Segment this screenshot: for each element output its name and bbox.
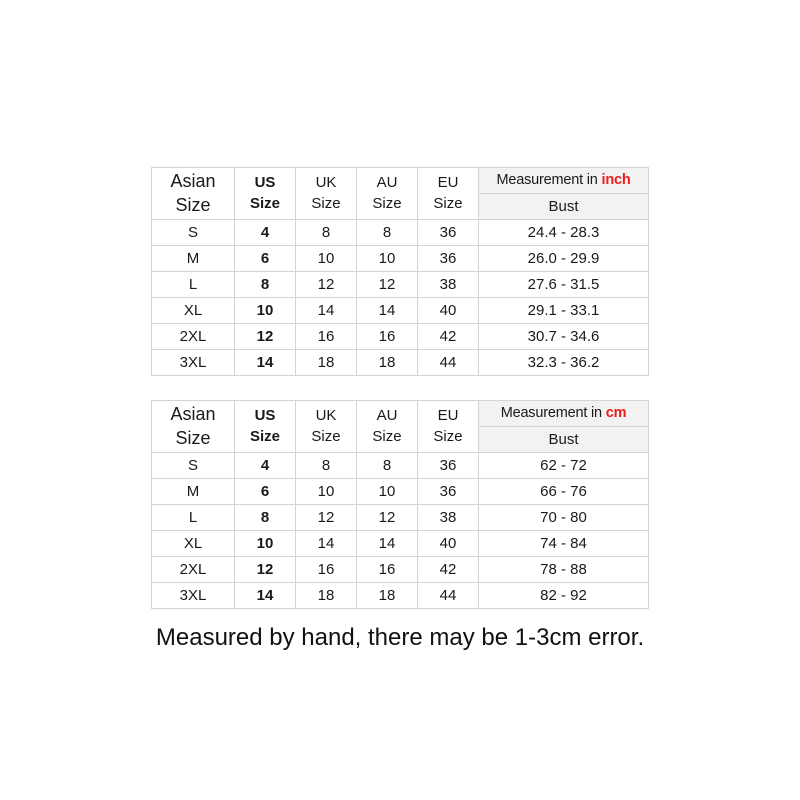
eu-size-cell: 38 xyxy=(418,505,479,531)
table-row xyxy=(152,246,649,272)
uk-size-cell: 14 xyxy=(296,298,357,324)
au-size-cell: 16 xyxy=(357,324,418,350)
au-size-cell: 12 xyxy=(357,272,418,298)
asian-size-cell: 3XL xyxy=(152,583,235,609)
uk-size-cell: 12 xyxy=(296,272,357,298)
bust-cell: 27.6 - 31.5 xyxy=(479,272,649,298)
us-size-cell: 14 xyxy=(235,350,296,376)
eu-size-cell: 40 xyxy=(418,531,479,557)
eu-size-cell: 36 xyxy=(418,220,479,246)
table-row xyxy=(152,324,649,350)
au-size-header: AU Size xyxy=(357,168,418,220)
bust-cell: 70 - 80 xyxy=(479,505,649,531)
table-row xyxy=(152,479,649,505)
uk-size-cell: 18 xyxy=(296,350,357,376)
eu-size-cell: 36 xyxy=(418,246,479,272)
size-chart-inch-table xyxy=(151,167,649,376)
us-size-cell: 12 xyxy=(235,324,296,350)
eu-size-cell: 36 xyxy=(418,479,479,505)
bust-header: Bust xyxy=(479,194,649,220)
au-size-cell: 18 xyxy=(357,583,418,609)
eu-size-cell: 44 xyxy=(418,583,479,609)
bust-cell: 66 - 76 xyxy=(479,479,649,505)
au-size-cell: 16 xyxy=(357,557,418,583)
uk-size-cell: 16 xyxy=(296,324,357,350)
asian-size-cell: L xyxy=(152,272,235,298)
table-row xyxy=(152,220,649,246)
bust-cell: 62 - 72 xyxy=(479,453,649,479)
table-row xyxy=(152,583,649,609)
table-row xyxy=(152,453,649,479)
us-size-cell: 14 xyxy=(235,583,296,609)
au-size-cell: 14 xyxy=(357,298,418,324)
asian-size-cell: L xyxy=(152,505,235,531)
us-size-cell: 12 xyxy=(235,557,296,583)
unit-label: cm xyxy=(605,405,627,422)
uk-size-cell: 10 xyxy=(296,479,357,505)
us-size-cell: 4 xyxy=(235,220,296,246)
eu-size-header: EU Size xyxy=(418,168,479,220)
eu-size-cell: 36 xyxy=(418,453,479,479)
bust-cell: 78 - 88 xyxy=(479,557,649,583)
us-size-header: US Size xyxy=(235,401,296,453)
au-size-cell: 12 xyxy=(357,505,418,531)
asian-size-header: Asian Size xyxy=(152,401,235,453)
bust-header: Bust xyxy=(479,427,649,453)
uk-size-header: UK Size xyxy=(296,168,357,220)
measurement-disclaimer: Measured by hand, there may be 1-3cm error. xyxy=(155,624,645,651)
eu-size-cell: 38 xyxy=(418,272,479,298)
asian-size-header: Asian Size xyxy=(152,168,235,220)
us-size-cell: 6 xyxy=(235,246,296,272)
table-row xyxy=(152,272,649,298)
uk-size-cell: 14 xyxy=(296,531,357,557)
uk-size-cell: 12 xyxy=(296,505,357,531)
table-row xyxy=(152,505,649,531)
uk-size-cell: 8 xyxy=(296,453,357,479)
uk-size-header: UK Size xyxy=(296,401,357,453)
table-row xyxy=(152,298,649,324)
unit-label: inch xyxy=(601,172,631,189)
eu-size-header: EU Size xyxy=(418,401,479,453)
asian-size-cell: M xyxy=(152,479,235,505)
uk-size-cell: 10 xyxy=(296,246,357,272)
eu-size-cell: 42 xyxy=(418,557,479,583)
size-chart-cm-table xyxy=(151,400,649,609)
asian-size-cell: 3XL xyxy=(152,350,235,376)
asian-size-cell: S xyxy=(152,220,235,246)
asian-size-cell: 2XL xyxy=(152,324,235,350)
us-size-cell: 8 xyxy=(235,505,296,531)
bust-cell: 26.0 - 29.9 xyxy=(479,246,649,272)
eu-size-cell: 44 xyxy=(418,350,479,376)
us-size-cell: 8 xyxy=(235,272,296,298)
bust-cell: 30.7 - 34.6 xyxy=(479,324,649,350)
asian-size-cell: XL xyxy=(152,531,235,557)
au-size-cell: 10 xyxy=(357,246,418,272)
table-row xyxy=(152,350,649,376)
au-size-header: AU Size xyxy=(357,401,418,453)
us-size-cell: 10 xyxy=(235,298,296,324)
asian-size-cell: S xyxy=(152,453,235,479)
bust-cell: 32.3 - 36.2 xyxy=(479,350,649,376)
bust-cell: 24.4 - 28.3 xyxy=(479,220,649,246)
us-size-header: US Size xyxy=(235,168,296,220)
au-size-cell: 8 xyxy=(357,453,418,479)
table-row xyxy=(152,557,649,583)
au-size-cell: 8 xyxy=(357,220,418,246)
bust-cell: 29.1 - 33.1 xyxy=(479,298,649,324)
au-size-cell: 14 xyxy=(357,531,418,557)
table-row xyxy=(152,531,649,557)
au-size-cell: 10 xyxy=(357,479,418,505)
us-size-cell: 4 xyxy=(235,453,296,479)
us-size-cell: 6 xyxy=(235,479,296,505)
measurement-header: Measurement in cm xyxy=(479,401,649,427)
header-row xyxy=(152,401,649,427)
us-size-cell: 10 xyxy=(235,531,296,557)
asian-size-cell: M xyxy=(152,246,235,272)
uk-size-cell: 16 xyxy=(296,557,357,583)
bust-cell: 82 - 92 xyxy=(479,583,649,609)
uk-size-cell: 8 xyxy=(296,220,357,246)
eu-size-cell: 42 xyxy=(418,324,479,350)
asian-size-cell: XL xyxy=(152,298,235,324)
bust-cell: 74 - 84 xyxy=(479,531,649,557)
uk-size-cell: 18 xyxy=(296,583,357,609)
header-row xyxy=(152,168,649,194)
au-size-cell: 18 xyxy=(357,350,418,376)
asian-size-cell: 2XL xyxy=(152,557,235,583)
measurement-header: Measurement in inch xyxy=(479,168,649,194)
eu-size-cell: 40 xyxy=(418,298,479,324)
